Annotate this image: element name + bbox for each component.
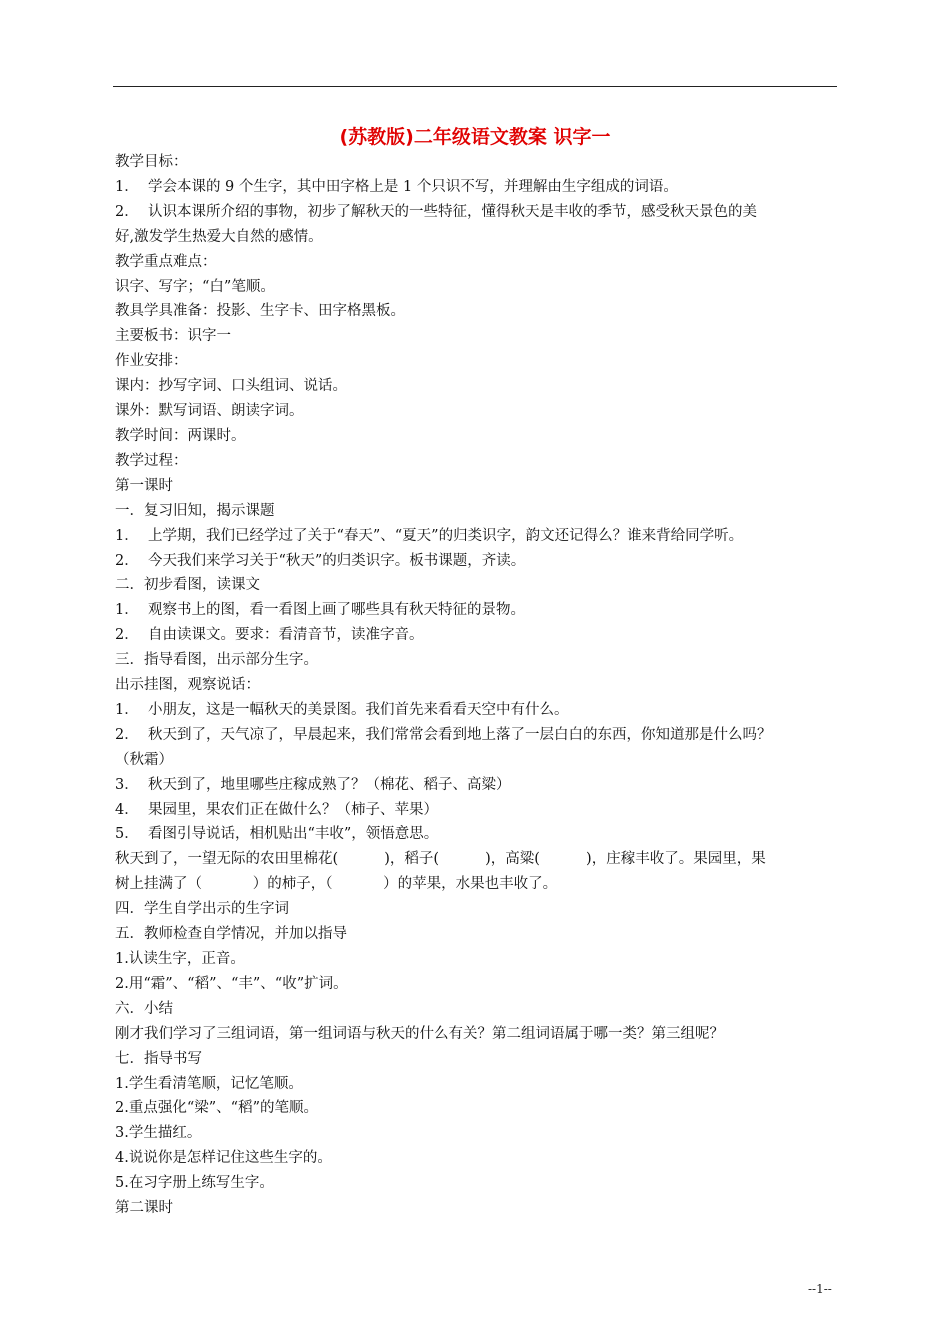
body-line: 三．指导看图，出示部分生字。 — [115, 652, 318, 669]
body-line: 六．小结 — [115, 1000, 173, 1017]
body-line: 识字、写字；“白”笔顺。 — [115, 278, 275, 295]
body-line: 3． 秋天到了，地里哪些庄稼成熟了？（棉花、稻子、高粱） — [115, 776, 511, 793]
body-line: 课外：默写词语、朗读字词。 — [115, 403, 304, 420]
body-line: 1． 学会本课的 9 个生字，其中田字格上是 1 个只识不写，并理解由生字组成的词语。 — [115, 178, 678, 195]
body-line: 1.认读生字，正音。 — [115, 951, 245, 967]
body-line: 2． 今天我们来学习关于“秋天”的归类识字。板书课题，齐读。 — [115, 552, 526, 569]
body-line: 5． 看图引导说话，相机贴出“丰收”，领悟意思。 — [115, 826, 439, 843]
body-line: 秋天到了，一望无际的农田里棉花( )，稻子( )，高粱( )，庄稼丰收了。果园里，果 — [115, 851, 766, 868]
body-line: 1.学生看清笔顺，记忆笔顺。 — [115, 1075, 303, 1092]
body-line: 2.重点强化“梁”、“稻”的笔顺。 — [115, 1100, 318, 1117]
body-line: 3.学生描红。 — [115, 1125, 202, 1142]
body-line: 二．初步看图，读课文 — [115, 577, 260, 594]
body-line: 树上挂满了（ ）的柿子，（ ）的苹果，水果也丰收了。 — [115, 876, 558, 893]
body-line: 教学重点难点： — [115, 253, 217, 270]
body-line: 教学时间：两课时。 — [115, 427, 246, 444]
header-rule — [113, 86, 837, 87]
body-line: 教具学具准备：投影、生字卡、田字格黑板。 — [115, 303, 405, 320]
body-line: （秋霜） — [115, 751, 173, 768]
document-body — [115, 150, 845, 1221]
body-line: 五．教师检查自学情况，并加以指导 — [115, 926, 347, 943]
body-line: 课内：抄写字词、口头组词、说话。 — [115, 378, 347, 395]
body-line: 2． 自由读课文。要求：看清音节，读准字音。 — [115, 627, 424, 644]
body-line: 1． 小朋友，这是一幅秋天的美景图。我们首先来看看天空中有什么。 — [115, 701, 569, 718]
body-line: 教学过程： — [115, 452, 188, 469]
body-line: 5.在习字册上练写生字。 — [115, 1175, 274, 1192]
body-line: 4.说说你是怎样记住这些生字的。 — [115, 1150, 332, 1167]
body-line: 2.用“霜”、“稻”、“丰”、“收”扩词。 — [115, 975, 348, 992]
body-line: 1． 上学期，我们已经学过了关于“春天”、“夏天”的归类识字，韵文还记得么？谁来背给同学听。 — [115, 527, 744, 544]
body-line: 第二课时 — [115, 1200, 173, 1217]
body-line: 刚才我们学习了三组词语，第一组词语与秋天的什么有关？第二组词语属于哪一类？第三组呢？ — [115, 1025, 724, 1042]
body-line: 四．学生自学出示的生字词 — [115, 901, 289, 918]
body-line: 4． 果园里，果农们正在做什么？（柿子、苹果） — [115, 801, 438, 818]
body-line: 教学目标： — [115, 154, 188, 170]
body-line: 出示挂图，观察说话： — [115, 677, 260, 694]
page-number: --1-- — [808, 1282, 832, 1296]
body-line: 主要板书：识字一 — [115, 328, 231, 345]
body-line: 七．指导书写 — [115, 1050, 202, 1067]
body-line: 2． 认识本课所介绍的事物，初步了解秋天的一些特征，懂得秋天是丰收的季节，感受秋天景色的美 — [115, 203, 757, 220]
body-line: 好,激发学生热爱大自然的感情。 — [115, 228, 323, 245]
body-line: 一．复习旧知，揭示课题 — [115, 502, 275, 519]
body-line: 第一课时 — [115, 477, 173, 494]
document-title: (苏教版)二年级语文教案 识字一 — [339, 126, 611, 148]
body-line: 2． 秋天到了，天气凉了，早晨起来，我们常常会看到地上落了一层白白的东西，你知道那是什么吗？ — [115, 726, 772, 743]
body-line: 1． 观察书上的图，看一看图上画了哪些具有秋天特征的景物。 — [115, 602, 525, 619]
body-line: 作业安排： — [115, 353, 188, 370]
